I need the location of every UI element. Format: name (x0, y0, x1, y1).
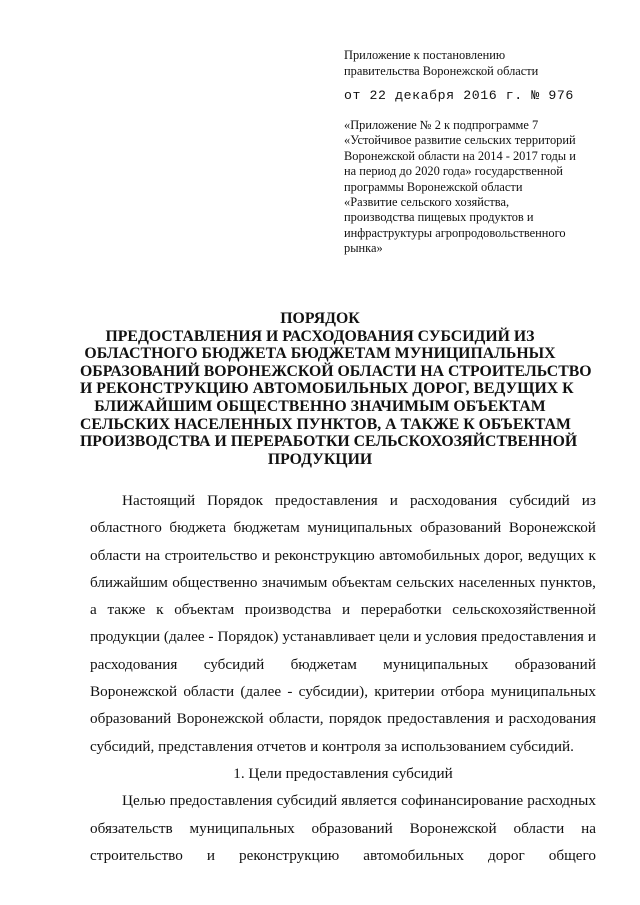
body-line (90, 487, 596, 514)
word: ведущих (527, 546, 585, 564)
word: устанавливает (282, 628, 375, 646)
appendix-line: правительства Воронежской области (344, 63, 539, 78)
word: Воронежской (508, 519, 596, 537)
word: расходных (527, 792, 596, 810)
word: областного (90, 519, 162, 537)
word: и (261, 546, 271, 564)
word: и (341, 601, 351, 619)
title-line: И РЕКОНСТРУКЦИЮ АВТОМОБИЛЬНЫХ ДОРОГ, ВЕДУЩИХ К (80, 380, 574, 398)
body-line (90, 514, 596, 541)
body-line (90, 678, 596, 705)
word: области, (268, 710, 324, 728)
word: и (389, 492, 398, 509)
word: образований (311, 819, 393, 837)
word: субсидий (276, 792, 338, 810)
word: автомобильных (379, 546, 480, 564)
body-line (90, 596, 596, 623)
sub-appendix-line: Воронежской области на 2014 - 2017 годы и (344, 148, 576, 163)
title-line: ПРЕДОСТАВЛЕНИЯ И РАСХОДОВАНИЯ СУБСИДИЙ ИЗ (105, 327, 535, 345)
word: расходования (508, 710, 596, 728)
word: из (581, 492, 596, 509)
word: переработки (360, 601, 442, 619)
title-line: ПРОДУКЦИИ (267, 450, 373, 468)
sub-appendix-line: инфраструктуры агропродовольственного (344, 225, 566, 240)
word: к (588, 546, 596, 564)
word: и (413, 628, 422, 646)
word: строительство (90, 846, 183, 864)
word: муниципальных (307, 519, 413, 537)
sub-appendix-line: программы Воронежской области (344, 179, 523, 194)
word: образований (420, 519, 502, 537)
word: обязательств (90, 819, 173, 837)
body-line (90, 569, 596, 596)
word: предоставления (387, 710, 490, 728)
document-body (90, 487, 596, 869)
word: бюджетам (290, 655, 357, 673)
body-line (90, 651, 596, 678)
word: а (90, 601, 97, 619)
word: субсидий (203, 655, 265, 673)
document-title (80, 310, 592, 468)
body-line (90, 787, 596, 814)
word: субсидии), (298, 683, 369, 701)
word: Порядок) (217, 628, 279, 646)
word: Порядок (207, 492, 263, 509)
word: автомобильных (363, 846, 464, 864)
word: - (287, 683, 293, 701)
word: образований (514, 655, 596, 673)
title-line: ПРОИЗВОДСТВА И ПЕРЕРАБОТКИ СЕЛЬСКОХОЗЯЙСТВЕННОЙ (80, 433, 578, 451)
word: на (145, 546, 161, 564)
word: и (587, 628, 596, 646)
word: общего (548, 846, 596, 864)
word: объектам (174, 601, 235, 619)
word: общественно (172, 573, 258, 591)
word: образований (90, 710, 172, 728)
word: бюджетам (233, 519, 300, 537)
word: - (208, 628, 214, 646)
word: объектам (331, 573, 392, 591)
sub-appendix-line: рынка» (344, 241, 383, 256)
sub-appendix-block (344, 118, 604, 257)
word: производства (244, 601, 332, 619)
word: сельских (396, 573, 455, 591)
body-line (90, 623, 596, 650)
word: муниципальных (383, 655, 489, 673)
word: области (513, 819, 565, 837)
word: значимым (261, 573, 328, 591)
word: порядок (328, 710, 382, 728)
word: является (341, 792, 397, 810)
appendix-block (344, 48, 594, 79)
word: цели (378, 628, 410, 646)
word: критерии (374, 683, 435, 701)
appendix-line: Приложение к постановлению (344, 48, 506, 62)
sub-appendix-line: производства пищевых продуктов и (344, 210, 534, 225)
word: Целью (122, 792, 166, 810)
word: (далее (240, 683, 282, 701)
word: области (183, 683, 235, 701)
word: софинансирование (401, 792, 524, 810)
decree-date-number: от 22 декабря 2016 г. № 976 (344, 88, 574, 103)
word: пунктов, (539, 573, 596, 591)
word: предоставления (481, 628, 584, 646)
word: расходования (90, 655, 178, 673)
word: муниципальных (189, 819, 295, 837)
word: ближайшим (90, 573, 168, 591)
word: населенных (458, 573, 536, 591)
sub-appendix-line: на период до 2020 года» государственной (344, 164, 563, 179)
title-line: СЕЛЬСКИХ НАСЕЛЕННЫХ ПУНКТОВ, А ТАКЖЕ К ОБЪЕКТАМ (80, 415, 571, 433)
word: дорог, (484, 546, 524, 564)
word: реконструкцию (274, 546, 375, 564)
word: на (581, 819, 596, 837)
word: расходования (409, 492, 498, 509)
body-line (90, 815, 596, 842)
sub-appendix-line: «Устойчивое развитие сельских территорий (344, 133, 576, 148)
title-line: ПОРЯДОК (280, 310, 360, 327)
word: к (156, 601, 164, 619)
section-heading: 1. Цели предоставления субсидий (233, 764, 453, 782)
word: реконструкцию (238, 846, 340, 864)
word: также (107, 601, 146, 619)
word: Воронежской (409, 819, 497, 837)
word: Воронежской (176, 710, 264, 728)
word: бюджета (169, 519, 226, 537)
word: и (206, 846, 215, 864)
body-line-last: субсидий, представления отчетов и контроля за использованием субсидий. (90, 737, 574, 755)
word: и (495, 710, 504, 728)
word: Воронежской (90, 683, 178, 701)
word: отбора (440, 683, 485, 701)
word: строительство (164, 546, 258, 564)
word: условия (425, 628, 478, 646)
word: предоставления (169, 792, 273, 810)
body-line (90, 542, 596, 569)
word: (далее (163, 628, 205, 646)
body-line (90, 842, 596, 869)
body-line (90, 705, 596, 732)
title-line: ОБРАЗОВАНИЙ ВОРОНЕЖСКОЙ ОБЛАСТИ НА СТРОИТЕЛЬСТВО (80, 362, 592, 380)
sub-appendix-line: «Приложение № 2 к подпрограмме 7 (344, 118, 539, 132)
word: области (90, 546, 141, 564)
word: предоставления (274, 492, 378, 509)
word: субсидий (509, 492, 570, 509)
word: сельскохозяйственной (452, 601, 596, 619)
title-line: БЛИЖАЙШИМ ОБЩЕСТВЕННО ЗНАЧИМЫМ ОБЪЕКТАМ (94, 397, 546, 415)
sub-appendix-line: «Развитие сельского хозяйства, (344, 195, 510, 210)
title-line: ОБЛАСТНОГО БЮДЖЕТА БЮДЖЕТАМ МУНИЦИПАЛЬНЫХ (84, 345, 556, 363)
word: муниципальных (490, 683, 596, 701)
word: Настоящий (122, 492, 196, 509)
word: продукции (90, 628, 160, 646)
word: дорог (487, 846, 525, 864)
